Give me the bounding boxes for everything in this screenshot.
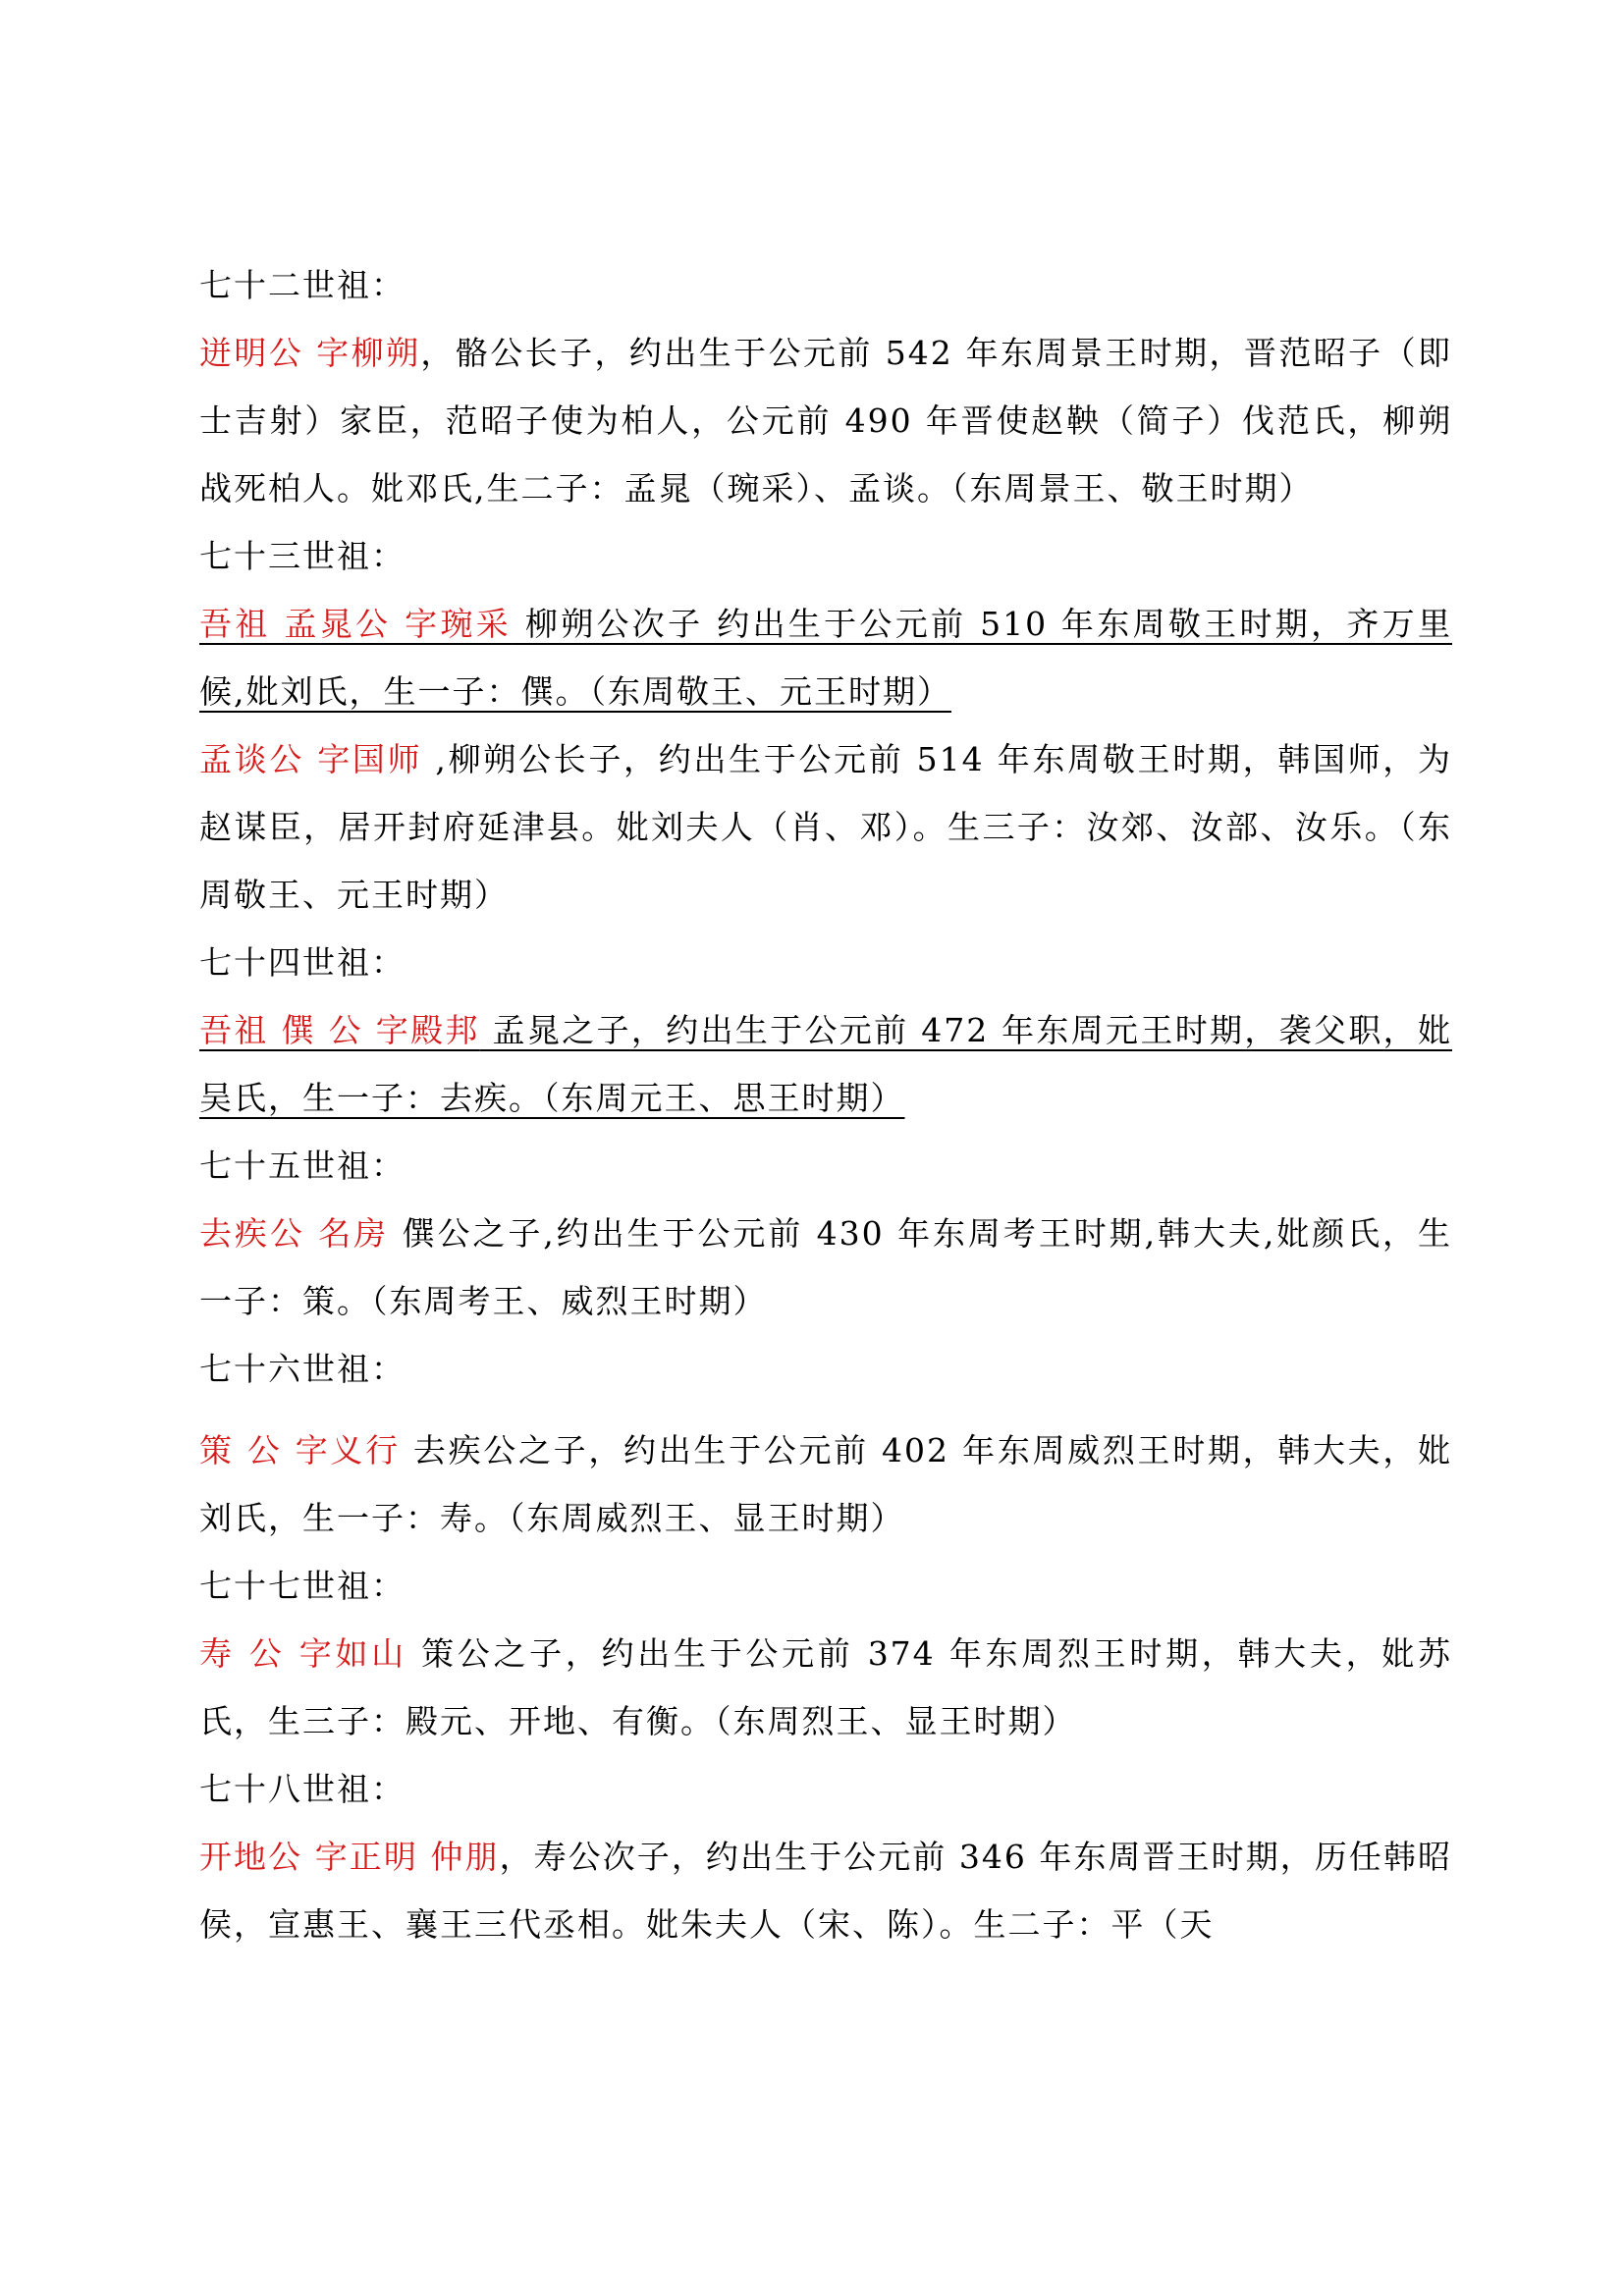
ancestor-name: 开地公 字正明 仲朋 xyxy=(199,1838,500,1876)
ancestor-entry xyxy=(199,319,1452,522)
ancestor-name: 迸明公 字柳朔 xyxy=(199,334,421,372)
generation-heading: 七十五世祖： xyxy=(199,1147,406,1185)
spacer xyxy=(199,1403,1452,1416)
ancestor-name: 吾祖 孟晁公 字琬采 xyxy=(199,605,513,643)
generation-heading: 七十七世祖： xyxy=(199,1567,406,1605)
ancestor-description: 去疾公之子，约出生于公元前 402 年东周威烈王时期，韩大夫，妣刘氏，生一子：寿。（东周威烈王、显王时期） xyxy=(199,1431,1452,1537)
generation-heading: 七十四世祖： xyxy=(199,943,406,982)
ancestor-name: 策 公 字义行 xyxy=(199,1431,401,1469)
ancestor-description: 孟晁之子，约出生于公元前 472 年东周元王时期，袭父职，妣吴氏，生一子：去疾。（东周元王、思王时期） xyxy=(199,1011,1452,1117)
ancestor-name: 寿 公 字如山 xyxy=(199,1634,407,1673)
ancestor-entry-direct-line xyxy=(199,996,1452,1132)
generation-heading: 七十八世祖： xyxy=(199,1770,406,1808)
ancestor-entry xyxy=(199,1823,1452,1958)
ancestor-description: ，骼公长子，约出生于公元前 542 年东周景王时期，晋范昭子（即士吉射）家臣，范昭子使为柏人，公元前 490 年晋使赵鞅（简子）伐范氏，柳朔战死柏人。妣邓氏,生二子：孟晁（琬采）、孟谈。（东周景王、敬王时期） xyxy=(199,334,1452,507)
ancestor-entry xyxy=(199,725,1452,929)
ancestor-description: ，寿公次子，约出生于公元前 346 年东周晋王时期，历任韩昭侯，宣惠王、襄王三代丞相。妣朱夫人（宋、陈）。生二子：平（天 xyxy=(199,1838,1453,1944)
ancestor-entry-direct-line xyxy=(199,590,1452,725)
ancestor-name: 去疾公 名房 xyxy=(199,1214,390,1253)
ancestor-entry xyxy=(199,1620,1452,1755)
generation-heading: 七十六世祖： xyxy=(199,1350,406,1388)
ancestor-description: 僎公之子,约出生于公元前 430 年东周考王时期,韩大夫,妣颜氏，生一子：策。（东周考王、威烈王时期） xyxy=(199,1214,1452,1320)
ancestor-name: 吾祖 僎 公 字殿邦 xyxy=(199,1011,480,1049)
generation-heading: 七十三世祖： xyxy=(199,537,406,575)
generation-heading: 七十二世祖： xyxy=(199,266,406,304)
genealogy-content xyxy=(199,251,1452,1958)
ancestor-entry xyxy=(199,1200,1452,1335)
ancestor-entry xyxy=(199,1416,1452,1552)
ancestor-description: 策公之子，约出生于公元前 374 年东周烈王时期，韩大夫，妣苏氏，生三子：殿元、开地、有衡。（东周烈王、显王时期） xyxy=(199,1634,1452,1740)
ancestor-description: 柳朔公次子 约出生于公元前 510 年东周敬王时期，齐万里候,妣刘氏，生一子：僎。（东周敬王、元王时期） xyxy=(199,605,1452,711)
ancestor-name: 孟谈公 字国师 xyxy=(199,740,423,778)
ancestor-description: ,柳朔公长子，约出生于公元前 514 年东周敬王时期，韩国师，为赵谋臣，居开封府延津县。妣刘夫人（肖、邓）。生三子：汝郊、汝部、汝乐。（东周敬王、元王时期） xyxy=(199,740,1452,914)
